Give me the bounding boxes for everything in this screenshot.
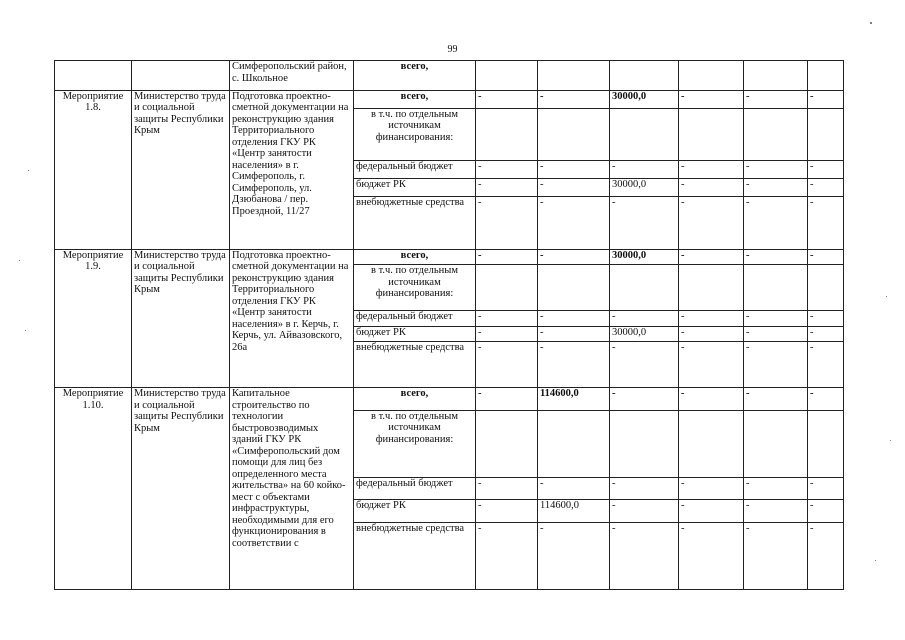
value-cell: - [538,196,610,249]
value-cell: - [679,522,744,589]
value-cell [679,410,744,477]
value-cell: - [808,388,844,411]
value-cell [744,108,808,161]
table-row [55,90,844,108]
value-cell: - [679,179,744,197]
source-cell: бюджет РК [354,500,476,523]
value-cell: - [476,500,538,523]
value-cell [610,410,679,477]
source-cell: федеральный бюджет [354,161,476,179]
speck [886,296,887,297]
value-cell: - [808,196,844,249]
value-cell: - [679,326,744,342]
value-cell: - [538,477,610,500]
value-cell [744,410,808,477]
source-cell: бюджет РК [354,326,476,342]
executor-cell: Министерство труда и социальной защиты Республики Крым [132,388,230,590]
value-cell: - [538,179,610,197]
value-cell: - [610,196,679,249]
value-cell: - [808,90,844,108]
speck [870,22,872,24]
source-cell: всего, [354,249,476,265]
event-cell: Мероприятие 1.10. [55,388,132,590]
value-cell [808,108,844,161]
source-cell: в т.ч. по отдельным источникам финансирования: [354,108,476,161]
value-cell [538,108,610,161]
executor-cell: Министерство труда и социальной защиты Республики Крым [132,90,230,249]
value-cell: - [744,342,808,388]
value-cell: 114600,0 [538,500,610,523]
value-cell: - [744,179,808,197]
page-number: 99 [447,44,458,55]
value-cell: - [808,342,844,388]
source-cell: федеральный бюджет [354,311,476,327]
value-cell: - [679,249,744,265]
value-cell [476,410,538,477]
value-cell: - [679,388,744,411]
value-cell [808,265,844,311]
value-cell: - [476,477,538,500]
value-cell: - [808,522,844,589]
financing-table [54,60,844,590]
value-cell [610,61,679,91]
source-cell: всего, [354,90,476,108]
value-cell: - [476,342,538,388]
event-cell: Мероприятие 1.9. [55,249,132,388]
value-cell [476,265,538,311]
value-cell: - [744,311,808,327]
value-cell [610,265,679,311]
value-cell: 30000,0 [610,90,679,108]
value-cell: - [610,342,679,388]
value-cell [744,265,808,311]
value-cell: - [538,311,610,327]
value-cell: - [610,161,679,179]
event-cell [55,61,132,91]
table-row [55,388,844,411]
value-cell: - [808,477,844,500]
object-cell: Капитальное строительство по технологии быстровозводимых зданий ГКУ РК «Симферопольский дом помощи для лиц без определенного места жительства» на 60 койко-мест с объектами инфраструктуры, необходимыми для его функционирования в соответствии с [230,388,354,590]
value-cell: - [476,311,538,327]
object-cell: Симферопольский район, с. Школьное [230,61,354,91]
value-cell: - [476,196,538,249]
value-cell: - [744,522,808,589]
speck [25,330,26,331]
value-cell: - [744,161,808,179]
value-cell: - [808,311,844,327]
value-cell: 30000,0 [610,249,679,265]
value-cell: - [610,522,679,589]
value-cell: - [679,196,744,249]
value-cell: - [679,161,744,179]
value-cell: 114600,0 [538,388,610,411]
executor-cell: Министерство труда и социальной защиты Республики Крым [132,249,230,388]
table-row [55,249,844,265]
source-cell: внебюджетные средства [354,342,476,388]
value-cell: - [538,342,610,388]
value-cell [679,61,744,91]
source-cell: всего, [354,388,476,411]
value-cell [744,61,808,91]
value-cell: - [538,161,610,179]
value-cell: - [538,326,610,342]
value-cell [538,410,610,477]
value-cell [808,61,844,91]
speck [890,440,891,441]
value-cell: - [476,161,538,179]
event-cell: Мероприятие 1.8. [55,90,132,249]
value-cell: - [476,326,538,342]
value-cell: 30000,0 [610,179,679,197]
value-cell: - [808,179,844,197]
object-cell: Подготовка проектно-сметной документации на реконструкцию здания Территориального отделения ГКУ РК «Центр занятости населения» в г. Керчь, г. Керчь, ул. Айвазовского, 26а [230,249,354,388]
value-cell [679,108,744,161]
source-cell: внебюджетные средства [354,196,476,249]
value-cell: - [679,500,744,523]
speck [19,260,20,261]
value-cell: - [744,90,808,108]
value-cell: - [744,388,808,411]
value-cell: - [744,477,808,500]
value-cell: - [679,342,744,388]
source-cell: всего, [354,61,476,91]
value-cell: - [744,326,808,342]
value-cell: - [808,249,844,265]
value-cell [476,108,538,161]
value-cell [538,265,610,311]
value-cell [610,108,679,161]
value-cell: - [679,477,744,500]
value-cell: - [744,249,808,265]
value-cell [538,61,610,91]
value-cell: - [744,500,808,523]
value-cell: - [610,477,679,500]
source-cell: в т.ч. по отдельным источникам финансирования: [354,265,476,311]
value-cell: - [744,196,808,249]
value-cell: - [476,179,538,197]
object-cell: Подготовка проектно-сметной документации на реконструкцию здания Территориального отделения ГКУ РК «Центр занятости населения» в г. Симферополь, г. Симферополь, ул. Дзюбанова / пер. Проездной, 11/27 [230,90,354,249]
speck [875,560,876,561]
value-cell: - [476,388,538,411]
value-cell [808,410,844,477]
source-cell: в т.ч. по отдельным источникам финансирования: [354,410,476,477]
value-cell: - [538,249,610,265]
value-cell: - [610,311,679,327]
source-cell: внебюджетные средства [354,522,476,589]
value-cell: - [808,500,844,523]
value-cell: - [476,522,538,589]
table-row [55,61,844,91]
value-cell: - [679,311,744,327]
value-cell [679,265,744,311]
value-cell: - [679,90,744,108]
executor-cell [132,61,230,91]
value-cell: - [538,522,610,589]
value-cell: - [808,161,844,179]
value-cell: - [538,90,610,108]
value-cell: - [808,326,844,342]
value-cell: - [610,500,679,523]
value-cell: - [476,90,538,108]
value-cell: 30000,0 [610,326,679,342]
source-cell: федеральный бюджет [354,477,476,500]
value-cell: - [610,388,679,411]
speck [28,170,29,171]
value-cell: - [476,249,538,265]
source-cell: бюджет РК [354,179,476,197]
value-cell [476,61,538,91]
